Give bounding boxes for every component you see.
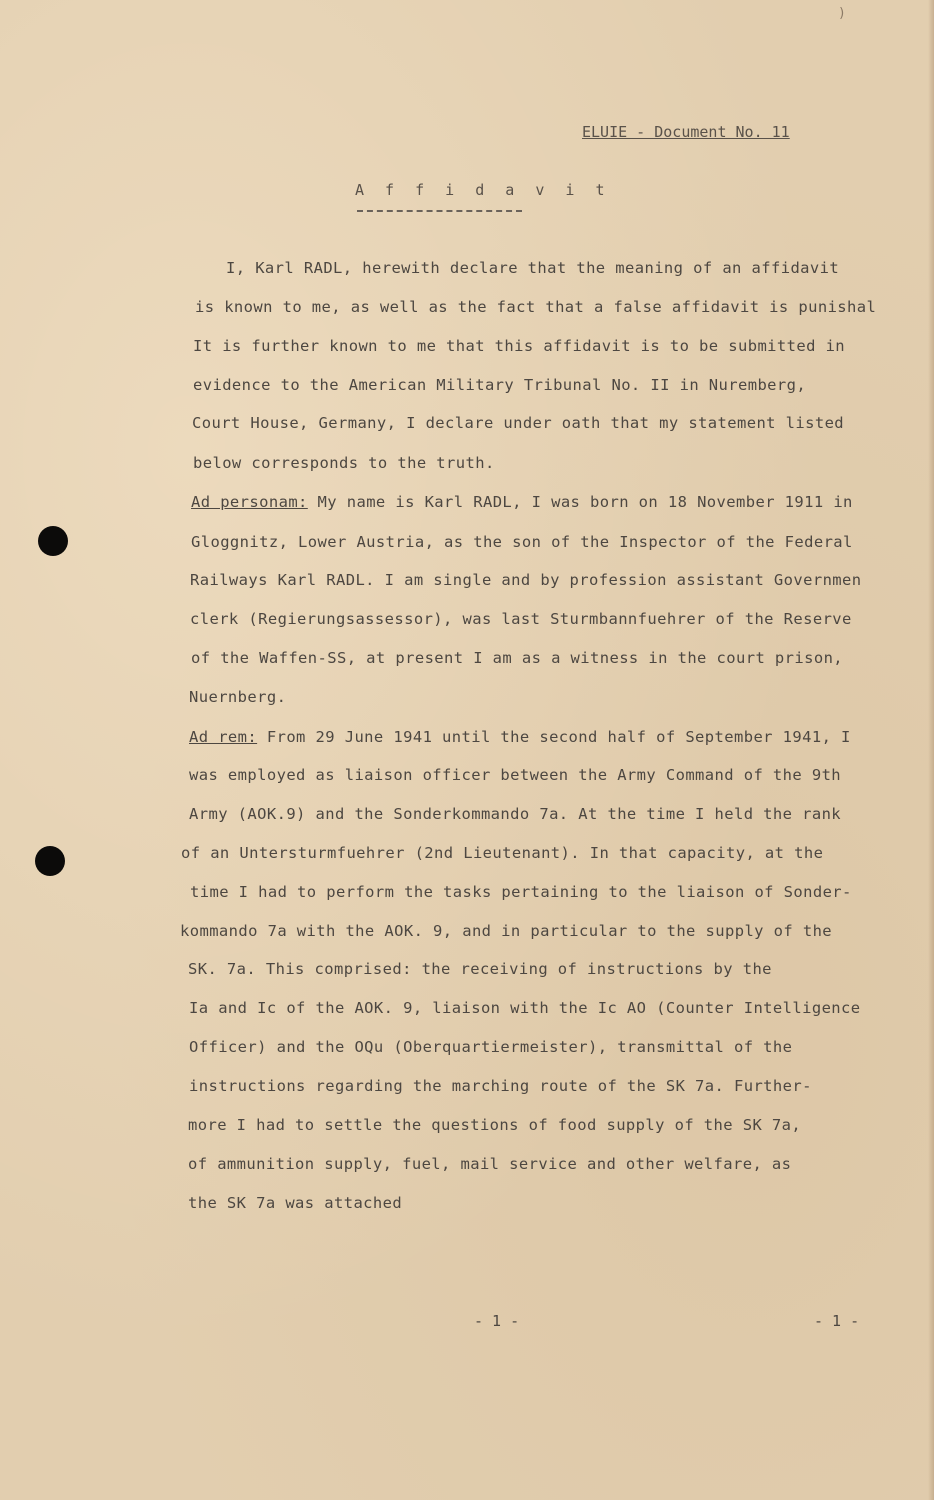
- ad-personam-line: [191, 493, 853, 511]
- body-line-2: is known to me, as well as the fact that a false affidavit is punishal: [195, 298, 877, 316]
- corner-mark: ): [838, 6, 846, 21]
- body-line-11: of the Waffen-SS, at present I am as a witness in the court prison,: [191, 649, 844, 667]
- body-line-24: of ammunition supply, fuel, mail service and other welfare, as: [188, 1155, 792, 1173]
- body-line-10: clerk (Regierungsassessor), was last Sturmbannfuehrer of the Reserve: [190, 610, 852, 628]
- page-edge-shadow: [928, 0, 934, 1500]
- body-line-13: From 29 June 1941 until the second half of September 1941, I: [257, 728, 851, 746]
- body-line-25: the SK 7a was attached: [188, 1194, 403, 1212]
- body-line-12: Nuernberg.: [189, 688, 287, 706]
- page-number-right: - 1 -: [814, 1312, 860, 1330]
- body-line-3: It is further known to me that this affidavit is to be submitted in: [193, 337, 846, 355]
- body-line-6: below corresponds to the truth.: [193, 454, 495, 472]
- body-line-16: of an Untersturmfuehrer (2nd Lieutenant). In that capacity, at the: [181, 844, 824, 862]
- document-title: A f f i d a v i t: [355, 181, 611, 199]
- body-line-14: was employed as liaison officer between the Army Command of the 9th: [189, 766, 842, 784]
- page-number-center: - 1 -: [474, 1312, 520, 1330]
- punch-hole-upper: [38, 526, 68, 556]
- body-line-7: My name is Karl RADL, I was born on 18 November 1911 in: [307, 493, 853, 511]
- document-reference: ELUIE - Document No. 11: [582, 123, 790, 141]
- punch-hole-lower: [35, 846, 65, 876]
- body-line-18: kommando 7a with the AOK. 9, and in particular to the supply of the: [180, 922, 833, 940]
- body-line-4: evidence to the American Military Tribunal No. II in Nuremberg,: [193, 376, 807, 394]
- title-underline: [357, 210, 522, 212]
- body-line-1: I, Karl RADL, herewith declare that the meaning of an affidavit: [226, 259, 840, 277]
- body-line-23: more I had to settle the questions of food supply of the SK 7a,: [188, 1116, 802, 1134]
- body-line-20: Ia and Ic of the AOK. 9, liaison with the Ic AO (Counter Intelligence: [189, 999, 861, 1017]
- body-line-15: Army (AOK.9) and the Sonderkommando 7a. At the time I held the rank: [189, 805, 842, 823]
- body-line-8: Gloggnitz, Lower Austria, as the son of the Inspector of the Federal: [191, 533, 853, 551]
- ad-rem-label: Ad rem:: [189, 728, 258, 746]
- body-line-19: SK. 7a. This comprised: the receiving of instructions by the: [188, 960, 772, 978]
- body-line-17: time I had to perform the tasks pertaining to the liaison of Sonder-: [190, 883, 852, 901]
- ad-personam-label: Ad personam:: [191, 493, 308, 511]
- ad-rem-line: [189, 728, 851, 746]
- body-line-21: Officer) and the OQu (Oberquartiermeister), transmittal of the: [189, 1038, 793, 1056]
- body-line-5: Court House, Germany, I declare under oath that my statement listed: [192, 414, 845, 432]
- body-line-22: instructions regarding the marching route of the SK 7a. Further-: [189, 1077, 812, 1095]
- body-line-9: Railways Karl RADL. I am single and by profession assistant Governmen: [190, 571, 862, 589]
